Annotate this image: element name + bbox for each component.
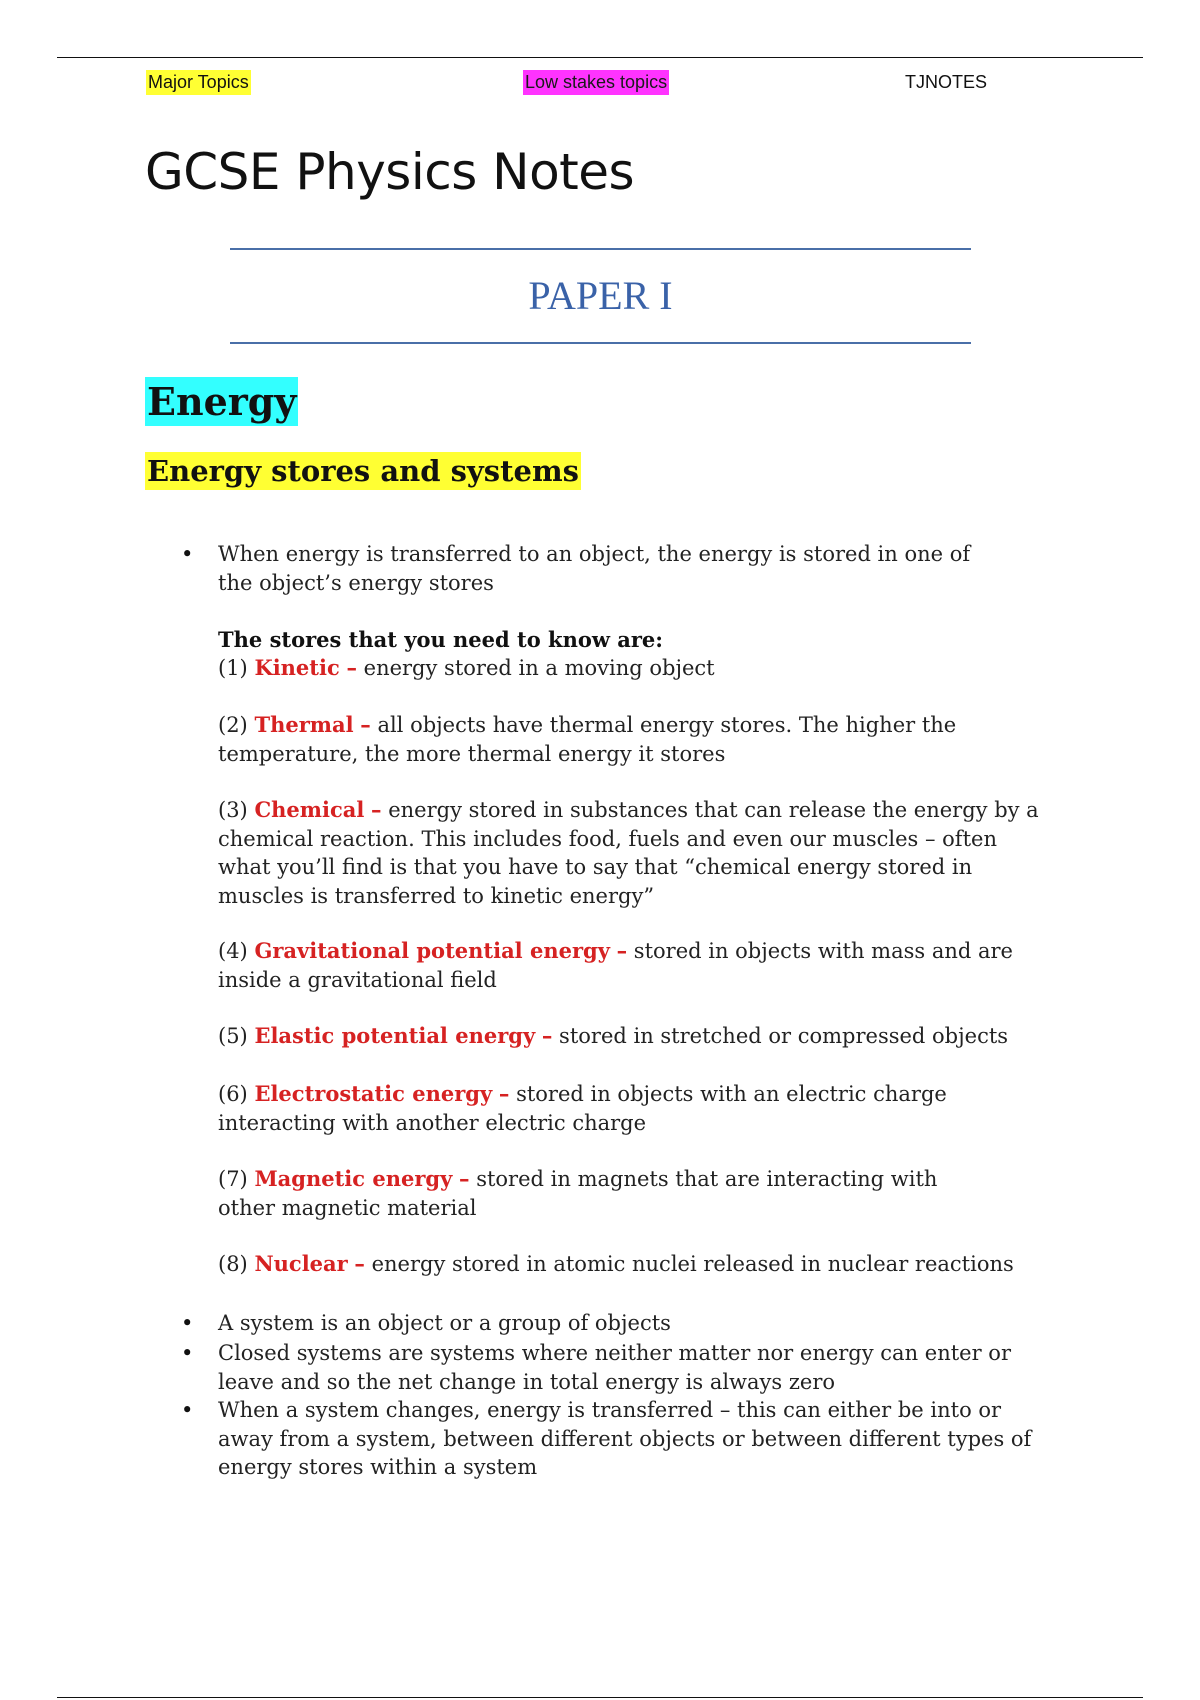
major-topics-key: Major Topics bbox=[146, 70, 251, 95]
brand-label: TJNOTES bbox=[905, 72, 988, 92]
bullet-item: When a system changes, energy is transferred – this can either be into or away from a system, between different objects or between different types of energy stores within a system bbox=[218, 1398, 1032, 1479]
store-name: Thermal bbox=[254, 712, 354, 737]
bullet-marker: • bbox=[181, 542, 194, 566]
bottom-rule bbox=[57, 1697, 1143, 1698]
store-name: Gravitational potential energy bbox=[254, 938, 610, 963]
store-item bbox=[218, 1250, 1058, 1279]
store-dash: – bbox=[371, 797, 382, 822]
header-row bbox=[0, 70, 1200, 100]
store-number: (6) bbox=[218, 1082, 248, 1106]
store-dash: – bbox=[498, 1081, 510, 1106]
store-description: energy stored in a moving object bbox=[363, 656, 715, 680]
bullet-marker: • bbox=[181, 1341, 194, 1365]
store-number: (2) bbox=[218, 713, 248, 737]
store-name: Electrostatic energy bbox=[254, 1081, 493, 1106]
store-dash: – bbox=[346, 655, 357, 680]
bullet-item: Closed systems are systems where neither matter nor energy can enter or leave and so the net change in total energy is always zero bbox=[218, 1341, 1011, 1394]
store-dash: – bbox=[354, 1251, 365, 1276]
store-description: stored in stretched or compressed objects bbox=[559, 1024, 1009, 1048]
intro-bullet: When energy is transferred to an object, the energy is stored in one of the object’s energy stores bbox=[218, 542, 971, 595]
low-stakes-topics-key: Low stakes topics bbox=[523, 70, 669, 95]
store-item bbox=[218, 711, 958, 768]
store-dash: – bbox=[459, 1166, 470, 1191]
store-number: (4) bbox=[218, 939, 248, 963]
paper-banner bbox=[230, 248, 971, 344]
subsection-heading: Energy stores and systems bbox=[147, 454, 579, 488]
store-item bbox=[218, 1165, 998, 1222]
store-dash: – bbox=[541, 1023, 553, 1048]
store-number: (8) bbox=[218, 1252, 248, 1276]
bullet-item: A system is an object or a group of objects bbox=[218, 1311, 671, 1335]
store-name: Elastic potential energy bbox=[254, 1023, 536, 1048]
stores-intro: The stores that you need to know are: bbox=[218, 627, 664, 652]
store-name: Nuclear bbox=[254, 1251, 348, 1276]
store-number: (1) bbox=[218, 656, 248, 680]
store-number: (7) bbox=[218, 1167, 248, 1191]
bullet-marker: • bbox=[181, 1311, 194, 1335]
store-name: Chemical bbox=[254, 797, 365, 822]
store-name: Kinetic bbox=[254, 655, 340, 680]
top-rule bbox=[57, 57, 1143, 58]
store-dash: – bbox=[360, 712, 371, 737]
store-number: (3) bbox=[218, 798, 248, 822]
store-description: energy stored in atomic nuclei released in nuclear reactions bbox=[371, 1252, 1014, 1276]
store-description: stored in objects with an electric charge interacting with another electric charge bbox=[218, 1082, 947, 1135]
store-item bbox=[218, 796, 1048, 910]
page-title: GCSE Physics Notes bbox=[145, 143, 635, 201]
section-heading: Energy bbox=[147, 379, 297, 424]
store-description: energy stored in substances that can release the energy by a chemical reaction. This includes food, fuels and even our muscles – often what you’ll find is that you have to say that “chemical energy stored in muscles is transferred to kinetic energy” bbox=[218, 798, 1039, 908]
store-item bbox=[218, 1022, 1058, 1051]
store-item bbox=[218, 1080, 1058, 1137]
store-number: (5) bbox=[218, 1024, 248, 1048]
store-description: all objects have thermal energy stores. The higher the temperature, the more thermal energy it stores bbox=[218, 713, 957, 766]
store-description: stored in objects with mass and are inside a gravitational field bbox=[218, 939, 1013, 992]
bullet-marker: • bbox=[181, 1398, 194, 1422]
store-item bbox=[218, 937, 1068, 994]
store-name: Magnetic energy bbox=[254, 1166, 453, 1191]
store-dash: – bbox=[616, 938, 628, 963]
paper-label: PAPER I bbox=[528, 273, 673, 318]
store-description: stored in magnets that are interacting with other magnetic material bbox=[218, 1167, 938, 1220]
store-item bbox=[218, 654, 1058, 683]
